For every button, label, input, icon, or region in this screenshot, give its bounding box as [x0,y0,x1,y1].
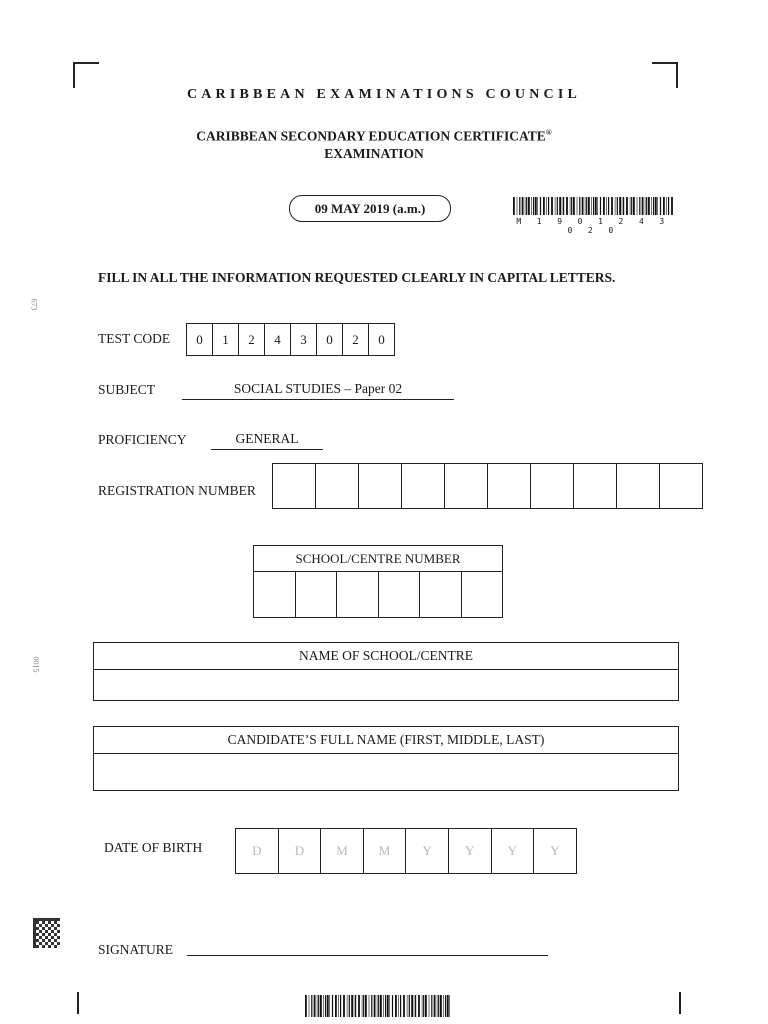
test-code-digit: 0 [317,324,343,355]
registration-number-cell[interactable] [402,464,445,508]
candidate-name-label: CANDIDATE’S FULL NAME (FIRST, MIDDLE, LAST) [94,727,678,754]
date-of-birth-label: DATE OF BIRTH [104,840,203,855]
registration-number-cell[interactable] [531,464,574,508]
date-of-birth-grid [235,828,577,874]
registration-number-grid [272,463,703,509]
certificate-line-2: EXAMINATION [324,145,424,161]
school-centre-number-cell[interactable] [462,572,503,617]
registration-mark-top-left [73,62,99,88]
school-centre-number-cell[interactable] [379,572,421,617]
registration-number-cell[interactable] [316,464,359,508]
proficiency-label: PROFICIENCY [98,432,187,447]
school-centre-number-cell[interactable] [254,572,296,617]
signature-label: SIGNATURE [98,942,174,957]
test-code-digit: 1 [213,324,239,355]
subject-value: SOCIAL STUDIES – Paper 02 [182,381,454,400]
signature-line[interactable] [187,955,548,956]
registration-number-label: REGISTRATION NUMBER [98,483,256,498]
exam-date: 09 MAY 2019 (a.m.) [289,195,451,222]
certificate-line-1: CARIBBEAN SECONDARY EDUCATION CERTIFICATE [196,128,546,144]
school-centre-number-box [253,545,503,618]
dob-cell-day[interactable]: D [236,829,279,873]
registration-number-cell[interactable] [574,464,617,508]
test-code-digit: 3 [291,324,317,355]
registration-number-cell[interactable] [488,464,531,508]
school-centre-number-label: SCHOOL/CENTRE NUMBER [254,546,502,572]
test-code-digit: 0 [378,332,385,347]
registration-number-cell[interactable] [445,464,488,508]
test-code-grid [186,323,395,356]
registration-number-cell[interactable] [359,464,402,508]
certificate-title [0,124,748,162]
instruction-text: FILL IN ALL THE INFORMATION REQUESTED CLEARLY IN CAPITAL LETTERS. [98,270,616,285]
qr-code-icon [33,918,61,948]
council-title: CARIBBEAN EXAMINATIONS COUNCIL [186,87,582,102]
test-code-digit: 2 [239,324,265,355]
dob-cell-day[interactable]: D [279,829,322,873]
test-code-label: TEST CODE [98,331,171,346]
school-name-label: NAME OF SCHOOL/CENTRE [94,643,678,670]
dob-cell-year[interactable]: Y [550,843,560,858]
school-name-box [93,642,679,701]
registration-number-cell[interactable] [273,464,316,508]
candidate-name-box [93,726,679,791]
school-centre-number-cells [254,572,502,617]
registered-mark: ® [545,128,552,137]
school-centre-number-cell[interactable] [296,572,338,617]
dob-cell-year[interactable]: Y [406,829,449,873]
margin-mark-bottom: 0015 [31,656,41,673]
dob-cell-month[interactable]: M [364,829,407,873]
dob-cell-year[interactable]: Y [449,829,492,873]
test-code-digit: 4 [265,324,291,355]
registration-mark-bottom-right [679,992,681,1014]
registration-number-cell[interactable] [660,464,702,508]
candidate-name-field[interactable] [94,754,678,790]
school-name-field[interactable] [94,670,678,700]
barcode-number: M 1 9 0 1 2 4 3 0 2 0 [516,217,670,235]
proficiency-value: GENERAL [211,431,323,450]
subject-label: SUBJECT [98,382,156,397]
margin-mark-top: 673 [29,298,39,311]
barcode-bottom [305,995,451,1017]
registration-number-cell[interactable] [617,464,660,508]
dob-cell-month[interactable]: M [321,829,364,873]
barcode-top [513,197,673,219]
test-code-digit: 0 [187,324,213,355]
school-centre-number-cell[interactable] [420,572,462,617]
registration-mark-bottom-left [77,992,79,1014]
school-centre-number-cell[interactable] [337,572,379,617]
dob-cell-year[interactable]: Y [492,829,535,873]
test-code-digit: 2 [343,324,369,355]
registration-mark-top-right [652,62,678,88]
